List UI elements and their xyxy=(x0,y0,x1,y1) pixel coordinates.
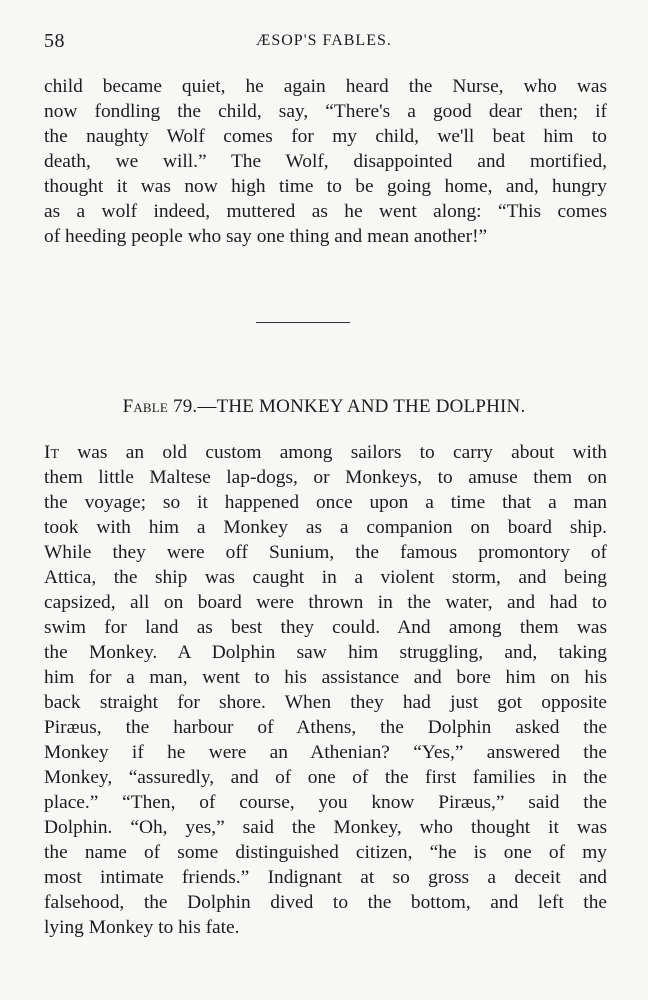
text-line: back straight for shore. When they had just got opposite xyxy=(44,692,607,713)
text-line: the Monkey. A Dolphin saw him struggling, and, taking xyxy=(44,642,607,663)
text-line: the voyage; so it happened once upon a time that a man xyxy=(44,492,607,513)
text-line: death, we will.” The Wolf, disappointed and mortified, xyxy=(44,151,607,172)
text-line: the name of some distinguished citizen, “he is one of my xyxy=(44,842,607,863)
text-line: the naughty Wolf comes for my child, we'll beat him to xyxy=(44,126,607,147)
text-line: Piræus, the harbour of Athens, the Dolphin asked the xyxy=(44,717,607,738)
text-line: capsized, all on board were thrown in the water, and had to xyxy=(44,592,607,613)
continuation-paragraph xyxy=(44,74,607,249)
text-line: falsehood, the Dolphin dived to the bottom, and left the xyxy=(44,892,607,913)
page-number: 58 xyxy=(44,30,65,52)
text-line: child became quiet, he again heard the Nurse, who was xyxy=(44,76,607,97)
text-line: While they were off Sunium, the famous promontory of xyxy=(44,542,607,563)
page-header xyxy=(44,30,604,56)
text-line-content: was an old custom among sailors to carry about with xyxy=(59,442,607,463)
text-line: most intimate friends.” Indignant at so gross a deceit and xyxy=(44,867,607,888)
text-line: Attica, the ship was caught in a violent storm, and being xyxy=(44,567,607,588)
text-line: swim for land as best they could. And among them was xyxy=(44,617,607,638)
text-line: place.” “Then, of course, you know Piræus,” said the xyxy=(44,792,607,813)
text-line: took with him a Monkey as a companion on board ship. xyxy=(44,517,607,538)
text-line: Monkey if he were an Athenian? “Yes,” answered the xyxy=(44,742,607,763)
section-divider xyxy=(256,322,350,323)
drop-word: It xyxy=(44,442,60,463)
text-line: them little Maltese lap-dogs, or Monkeys, to amuse them on xyxy=(44,467,607,488)
running-head: ÆSOP'S FABLES. xyxy=(256,32,392,49)
text-line: lying Monkey to his fate. xyxy=(44,917,240,938)
text-line: thought it was now high time to be going home, and, hungry xyxy=(44,176,607,197)
fable-paragraph xyxy=(44,440,607,940)
text-line: as a wolf indeed, muttered as he went along: “This comes xyxy=(44,201,607,222)
fable-heading xyxy=(0,396,648,418)
text-line: now fondling the child, say, “There's a good dear then; if xyxy=(44,101,607,122)
fable-title: —THE MONKEY AND THE DOLPHIN. xyxy=(197,396,526,417)
fable-number: Fable 79. xyxy=(122,396,198,417)
text-line: him for a man, went to his assistance and bore him on his xyxy=(44,667,607,688)
text-line: Dolphin. “Oh, yes,” said the Monkey, who thought it was xyxy=(44,817,607,838)
text-line: of heeding people who say one thing and mean another!” xyxy=(44,226,488,247)
text-line xyxy=(44,440,607,465)
text-line: Monkey, “assuredly, and of one of the first families in the xyxy=(44,767,607,788)
